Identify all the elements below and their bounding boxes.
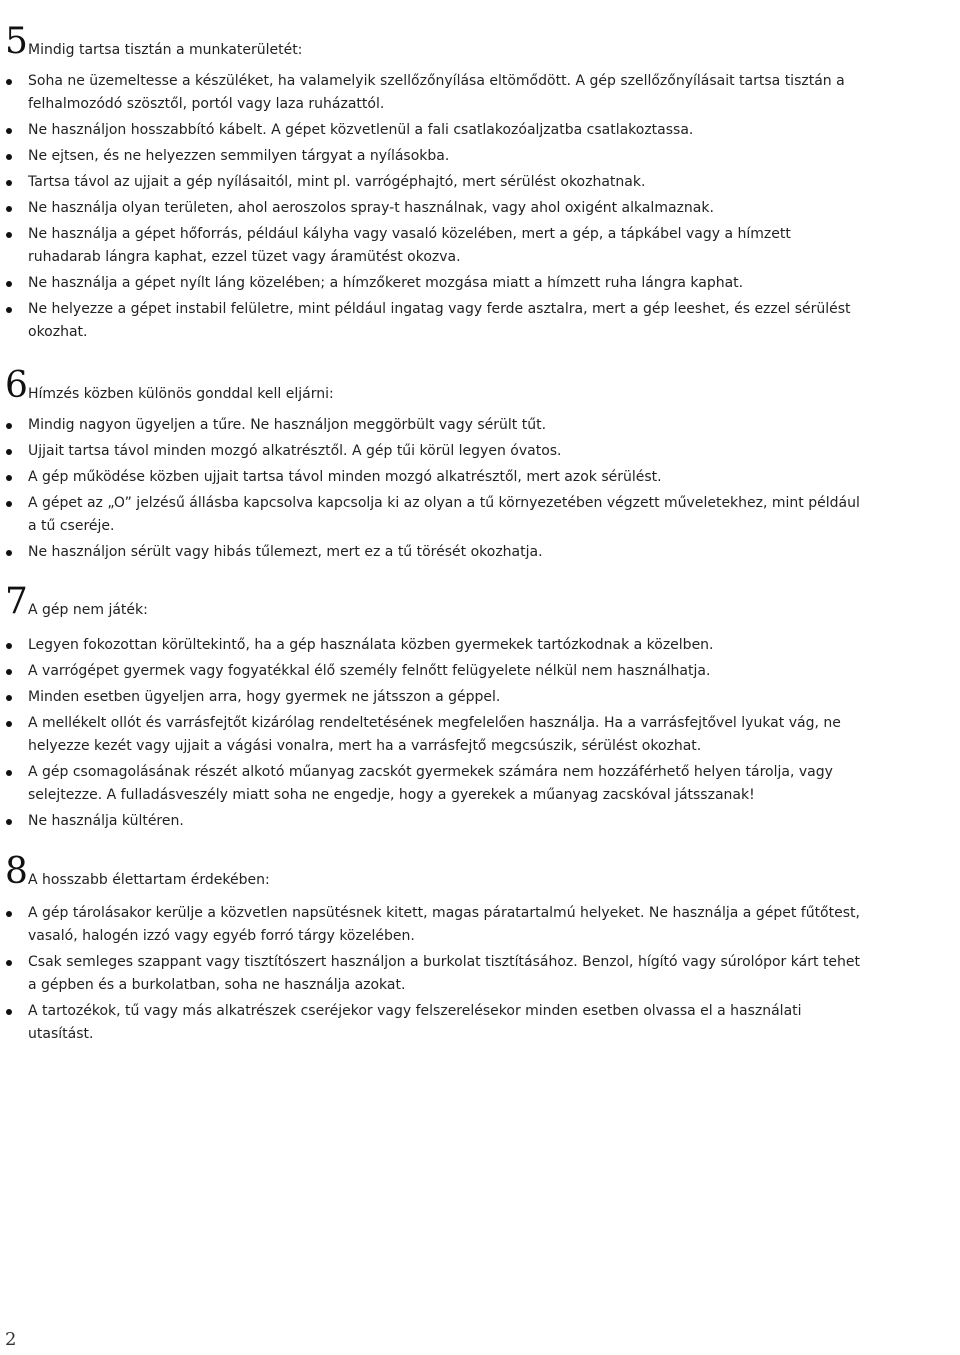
list-item bbox=[0, 197, 960, 220]
section-title: A gép nem játék: bbox=[28, 602, 148, 618]
section-7 bbox=[0, 580, 960, 836]
section-5 bbox=[0, 20, 960, 347]
bullet-icon bbox=[6, 79, 12, 85]
list-item-text: Ne használjon hosszabbító kábelt. A gépet közvetlenül a fali csatlakozóaljzatba csatlakoztassa. bbox=[28, 122, 694, 138]
section-heading bbox=[0, 850, 960, 890]
bullet-icon bbox=[6, 281, 12, 287]
section-title: A hosszabb élettartam érdekében: bbox=[28, 872, 270, 888]
list-item-text: Ujjait tartsa távol minden mozgó alkatrésztől. A gép tűi körül legyen óvatos. bbox=[28, 443, 562, 459]
list-item-text: Tartsa távol az ujjait a gép nyílásaitól, mint pl. varrógéphajtó, mert sérülést okozhatnak. bbox=[28, 174, 646, 190]
section-title: Hímzés közben különös gonddal kell eljárni: bbox=[28, 386, 334, 402]
list-item bbox=[0, 414, 960, 437]
list-item bbox=[0, 1000, 960, 1046]
section-title: Mindig tartsa tisztán a munkaterületét: bbox=[28, 42, 303, 58]
section-6 bbox=[0, 364, 960, 567]
list-item bbox=[0, 951, 960, 997]
list-item-text: Mindig nagyon ügyeljen a tűre. Ne használjon meggörbült vagy sérült tűt. bbox=[28, 417, 547, 433]
list-item bbox=[0, 145, 960, 168]
list-item bbox=[0, 634, 960, 657]
list-item-text: Ne használja kültéren. bbox=[28, 813, 184, 829]
list-item-text: A gépet az „O” jelzésű állásba kapcsolva kapcsolja ki az olyan a tű környezetében végzett műveletekhez, mint például a tű cseréje. bbox=[28, 495, 860, 534]
list-item-text: Ne helyezze a gépet instabil felületre, mint például ingatag vagy ferde asztalra, mert a gép leeshet, és ezzel sérülést okozhat. bbox=[28, 301, 851, 340]
list-item-text: Ne használja a gépet nyílt láng közelében; a hímzőkeret mozgása miatt a hímzett ruha lángra kaphat. bbox=[28, 275, 744, 291]
list-item bbox=[0, 761, 960, 807]
bullet-icon bbox=[6, 232, 12, 238]
section-number: 8 bbox=[5, 851, 28, 892]
bullet-icon bbox=[6, 128, 12, 134]
section-number: 7 bbox=[5, 581, 28, 622]
bullet-icon bbox=[6, 154, 12, 160]
bullet-icon bbox=[6, 695, 12, 701]
bullet-icon bbox=[6, 819, 12, 825]
bullet-icon bbox=[6, 1009, 12, 1015]
section-number: 6 bbox=[5, 365, 28, 406]
bullet-list bbox=[0, 902, 960, 1046]
list-item-text: A varrógépet gyermek vagy fogyatékkal élő személy felnőtt felügyelete nélkül nem használhatja. bbox=[28, 663, 711, 679]
section-heading bbox=[0, 580, 960, 620]
list-item bbox=[0, 712, 960, 758]
list-item bbox=[0, 541, 960, 564]
bullet-icon bbox=[6, 307, 12, 313]
list-item-text: Ne használja a gépet hőforrás, például kályha vagy vasaló közelében, mert a gép, a tápkábel vagy a hímzett ruhadarab lángra kaphat, ezzel tüzet vagy áramütést okozva. bbox=[28, 226, 791, 265]
list-item bbox=[0, 466, 960, 489]
bullet-list bbox=[0, 414, 960, 564]
list-item-text: A gép csomagolásának részét alkotó műanyag zacskót gyermekek számára nem hozzáférhető helyen tárolja, vagy selejtezze. A fulladásveszély miatt soha ne engedje, hogy a gyerekek a műanyag zacskóval játsszanak! bbox=[28, 764, 833, 803]
bullet-icon bbox=[6, 721, 12, 727]
bullet-list bbox=[0, 634, 960, 833]
list-item-text: Ne használja olyan területen, ahol aeroszolos spray-t használnak, vagy ahol oxigént alkalmaznak. bbox=[28, 200, 714, 216]
section-heading bbox=[0, 20, 960, 60]
bullet-icon bbox=[6, 911, 12, 917]
bullet-icon bbox=[6, 475, 12, 481]
list-item-text: Minden esetben ügyeljen arra, hogy gyermek ne játsszon a géppel. bbox=[28, 689, 501, 705]
list-item-text: Soha ne üzemeltesse a készüléket, ha valamelyik szellőzőnyílása eltömődött. A gép szellőzőnyílásait tartsa tisztán a felhalmozódó szösztől, portól vagy laza ruházattól. bbox=[28, 73, 845, 112]
bullet-icon bbox=[6, 423, 12, 429]
list-item bbox=[0, 298, 960, 344]
list-item bbox=[0, 810, 960, 833]
list-item-text: Ne ejtsen, és ne helyezzen semmilyen tárgyat a nyílásokba. bbox=[28, 148, 450, 164]
list-item bbox=[0, 70, 960, 116]
list-item-text: Csak semleges szappant vagy tisztítószert használjon a burkolat tisztításához. Benzol, hígító vagy súrolópor kárt tehet a gépben és a burkolatban, soha ne használja azokat. bbox=[28, 954, 860, 993]
bullet-icon bbox=[6, 669, 12, 675]
bullet-icon bbox=[6, 206, 12, 212]
list-item bbox=[0, 223, 960, 269]
bullet-icon bbox=[6, 643, 12, 649]
page-number: 2 bbox=[5, 1329, 17, 1350]
list-item-text: A mellékelt ollót és varrásfejtőt kizárólag rendeltetésének megfelelően használja. Ha a varrásfejtővel lyukat vág, ne helyezze kezét vagy ujjait a vágási vonalra, mert ha a varrásfejtő megcsúszik, sérülést okozhat. bbox=[28, 715, 841, 754]
bullet-icon bbox=[6, 449, 12, 455]
section-8 bbox=[0, 850, 960, 1049]
list-item-text: Legyen fokozottan körültekintő, ha a gép használata közben gyermekek tartózkodnak a közelben. bbox=[28, 637, 714, 653]
list-item bbox=[0, 686, 960, 709]
list-item-text: A gép működése közben ujjait tartsa távol minden mozgó alkatrésztől, mert azok sérülést. bbox=[28, 469, 662, 485]
list-item bbox=[0, 119, 960, 142]
list-item bbox=[0, 492, 960, 538]
list-item bbox=[0, 902, 960, 948]
list-item-text: A gép tárolásakor kerülje a közvetlen napsütésnek kitett, magas páratartalmú helyeket. Ne használja a gépet fűtőtest, vasaló, halogén izzó vagy egyéb forró tárgy közelében. bbox=[28, 905, 860, 944]
bullet-icon bbox=[6, 501, 12, 507]
bullet-icon bbox=[6, 960, 12, 966]
section-number: 5 bbox=[5, 21, 28, 62]
bullet-icon bbox=[6, 550, 12, 556]
list-item-text: Ne használjon sérült vagy hibás tűlemezt, mert ez a tű törését okozhatja. bbox=[28, 544, 543, 560]
bullet-icon bbox=[6, 180, 12, 186]
list-item bbox=[0, 272, 960, 295]
list-item-text: A tartozékok, tű vagy más alkatrészek cseréjekor vagy felszerelésekor minden esetben olvassa el a használati utasítást. bbox=[28, 1003, 802, 1042]
list-item bbox=[0, 440, 960, 463]
bullet-icon bbox=[6, 770, 12, 776]
section-heading bbox=[0, 364, 960, 404]
list-item bbox=[0, 171, 960, 194]
bullet-list bbox=[0, 70, 960, 344]
list-item bbox=[0, 660, 960, 683]
